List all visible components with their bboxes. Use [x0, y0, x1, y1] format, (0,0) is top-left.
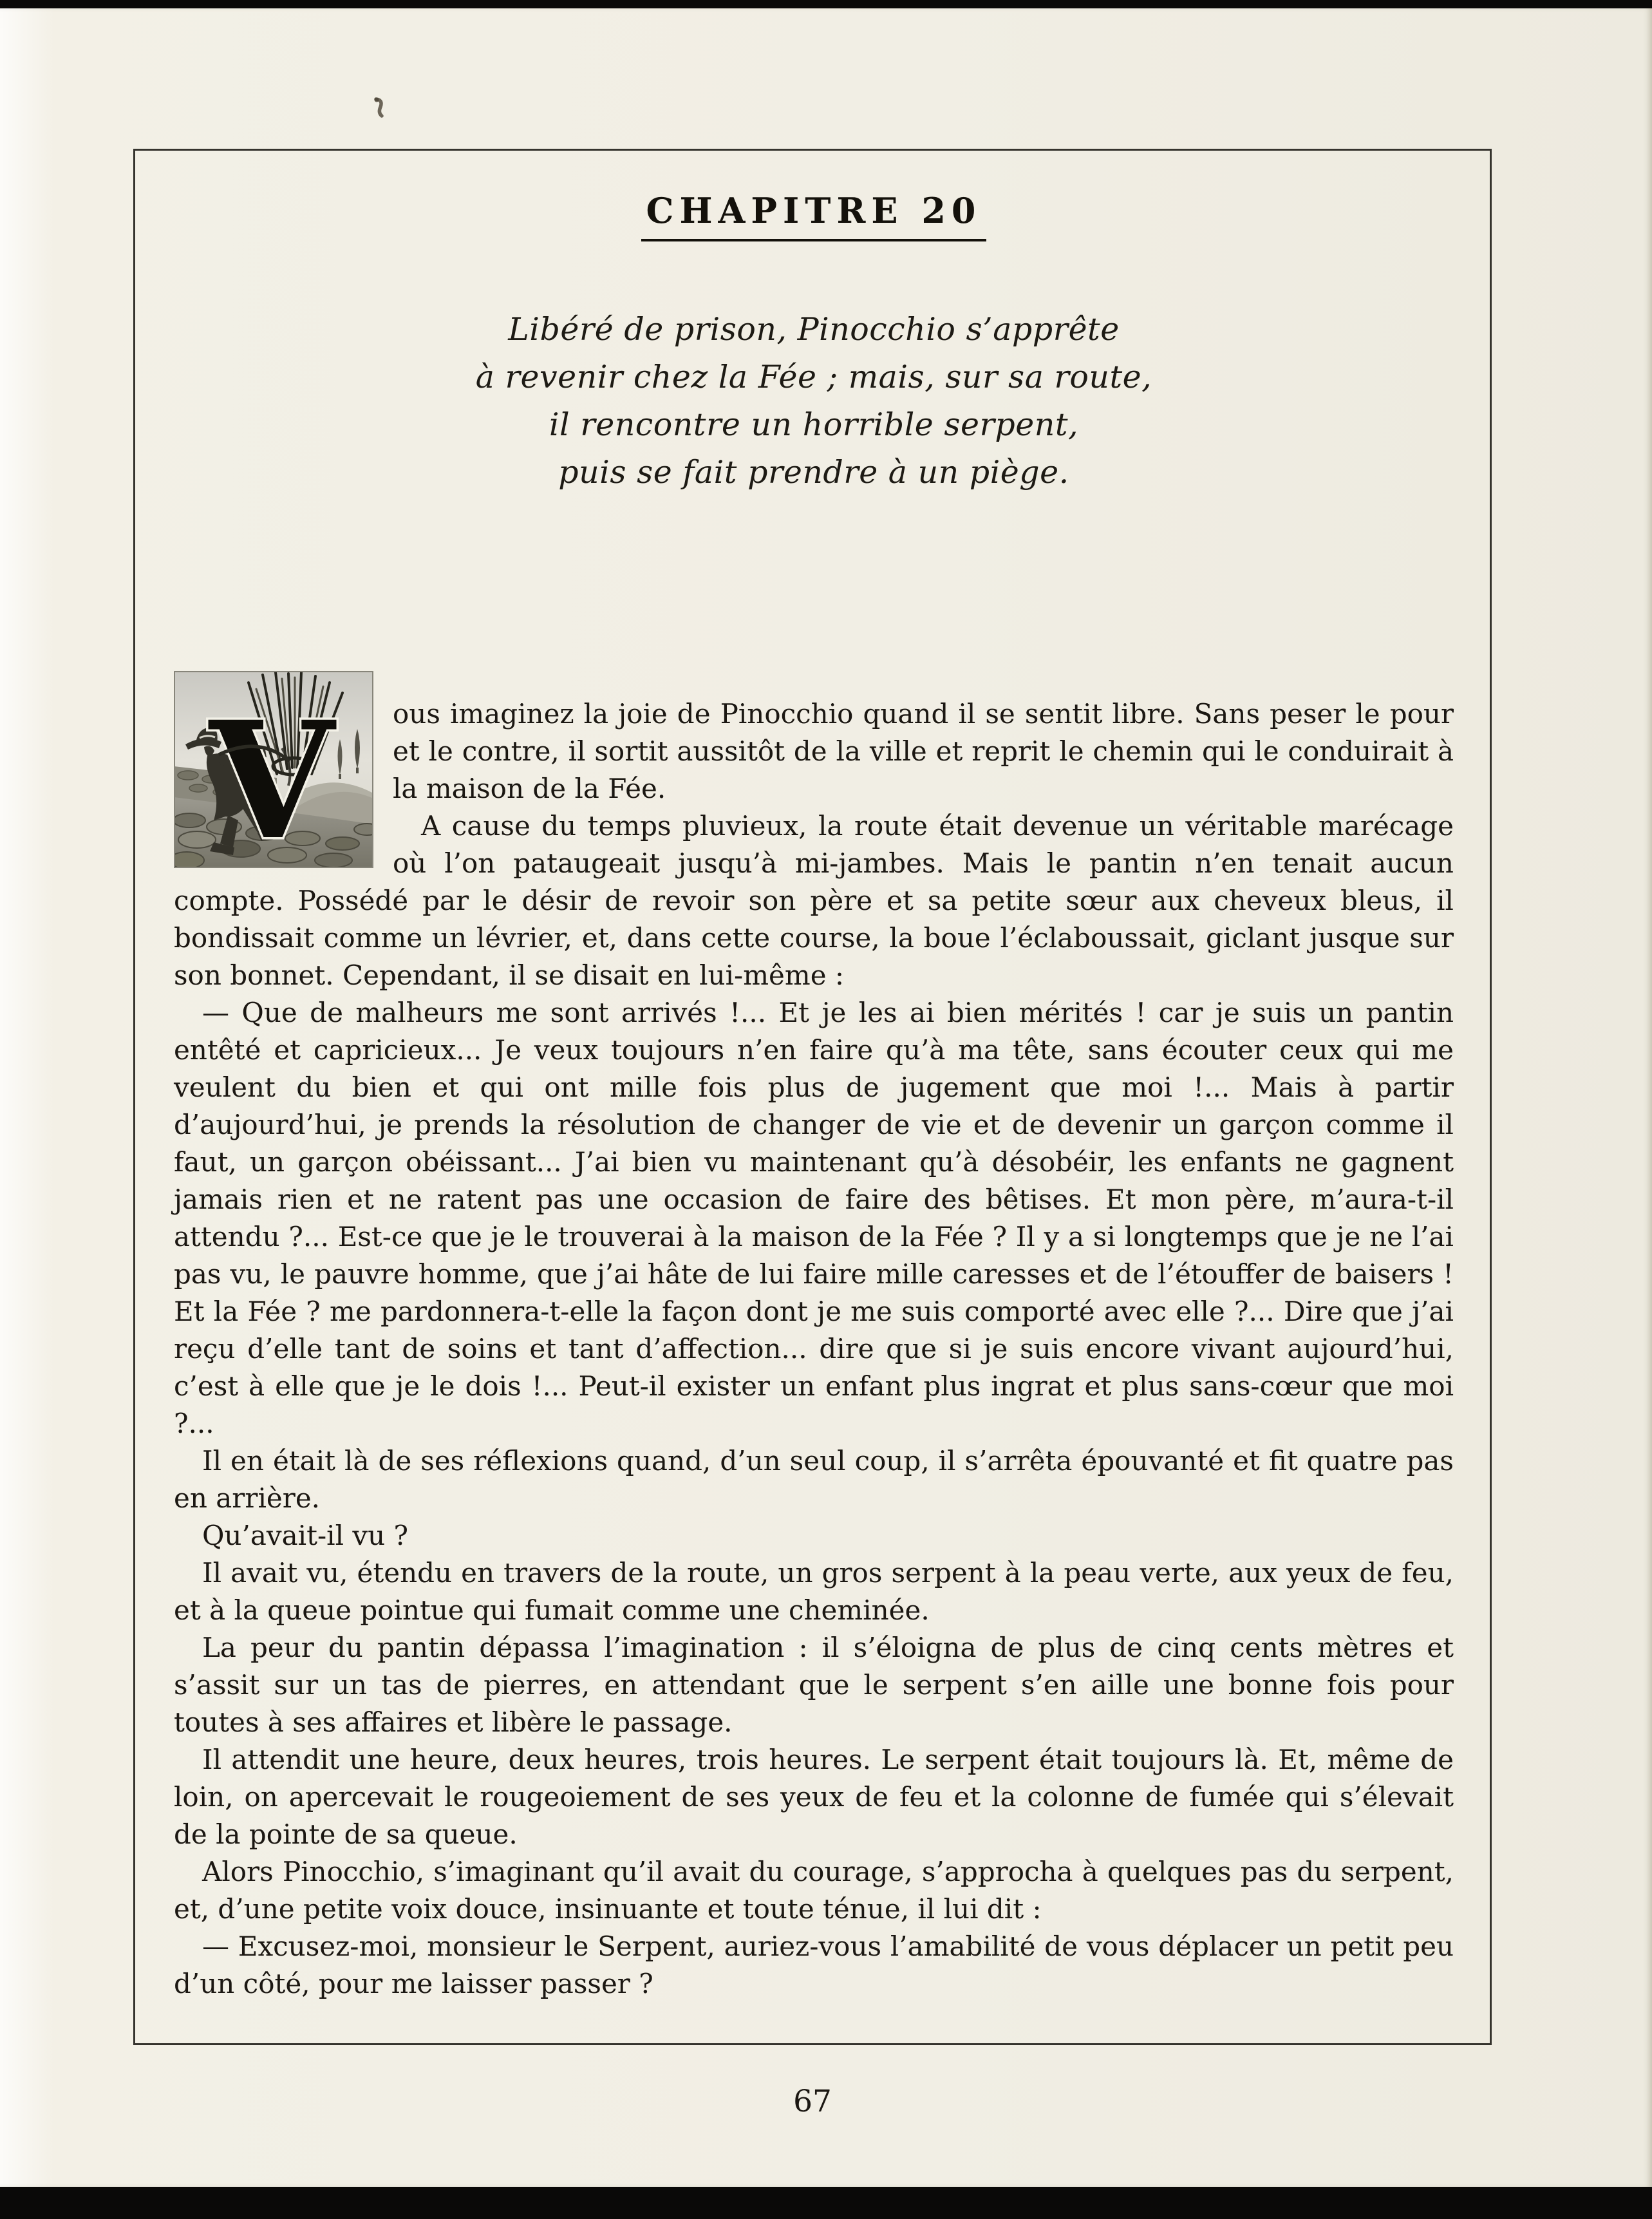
subtitle-line: il rencontre un horrible serpent,	[549, 406, 1079, 444]
page-number: 67	[793, 2084, 832, 2119]
paragraph: Alors Pinocchio, s’imaginant qu’il avait du courage, s’approcha à quelques pas du serpent, et, d’une petite voix douce, insinuante et toute ténue, il lui dit :	[174, 1856, 1454, 1925]
chapter-heading	[174, 191, 1454, 241]
woodcut-vignette	[174, 671, 373, 868]
chapter-title: CHAPITRE 20	[641, 191, 987, 241]
drop-cap-letter: V	[209, 686, 334, 869]
content-frame	[133, 149, 1492, 2045]
paragraph: ous imaginez la joie de Pinocchio quand il se sentit libre. Sans peser le pour et le contre, il sortit aussitôt de la ville et reprit le chemin qui le conduirait à la maison de la Fée.	[393, 698, 1454, 805]
paragraph: Il en était là de ses réflexions quand, d’un seul coup, il s’arrêta épouvanté et fit quatre pas en arrière.	[174, 1445, 1454, 1515]
ink-speck-mark	[370, 97, 388, 121]
body-text	[174, 686, 1454, 2003]
drop-cap-illustration	[174, 671, 373, 868]
paragraph: Qu’avait-il vu ?	[202, 1520, 409, 1552]
subtitle-line: Libéré de prison, Pinocchio s’apprête	[508, 311, 1120, 348]
chapter-subtitle	[174, 306, 1454, 496]
paragraph: — Excusez-moi, monsieur le Serpent, auriez-vous l’amabilité de vous déplacer un petit peu d’un côté, pour me laisser passer ?	[174, 1931, 1454, 2000]
paragraph: La peur du pantin dépassa l’imagination : il s’éloigna de plus de cinq cents mètres et s’assit sur un tas de pierres, en attendant que le serpent s’en aille une bonne fois pour toutes à ses affaires et libère le passage.	[174, 1632, 1454, 1739]
paragraph: Il avait vu, étendu en travers de la route, un gros serpent à la peau verte, aux yeux de feu, et à la queue pointue qui fumait comme une cheminée.	[174, 1557, 1454, 1627]
subtitle-line: à revenir chez la Fée ; mais, sur sa route,	[475, 359, 1152, 396]
paragraph: Il attendit une heure, deux heures, trois heures. Le serpent était toujours là. Et, même de loin, on apercevait le rougeoiement de ses yeux de feu et la colonne de fumée qui s’élevait de la pointe de sa queue.	[174, 1744, 1454, 1851]
paragraph: — Que de malheurs me sont arrivés !... Et je les ai bien mérités ! car je suis un pantin entêté et capricieux... Je veux toujours n’en faire qu’à ma tête, sans écouter ceux qui me veulent du bien et qui ont mille fois plus de jugement que moi !... Mais à partir d’aujourd’hui, je prends la résolution de changer de vie et de devenir un garçon comme il faut, un garçon obéissant... J’ai bien vu maintenant qu’à désobéir, les enfants ne gagnent jamais rien et ne ratent pas une occasion de faire des bêtises. Et mon père, m’aura-t-il attendu ?... Est-ce que je le trouverai à la maison de la Fée ? Il y a si longtemps que je ne l’ai pas vu, le pauvre homme, que j’ai hâte de lui faire mille caresses et de l’étouffer de baisers ! Et la Fée ? me pardonnera-t-elle la façon dont je me suis comporté avec elle ?... Dire que j’ai reçu d’elle tant de soins et tant d’affection... dire que si je suis encore vivant aujourd’hui, c’est à elle que je le dois !... Peut-il exister un enfant plus ingrat et plus sans-cœur que moi ?...	[174, 997, 1454, 1440]
book-page	[0, 8, 1652, 2187]
subtitle-line: puis se fait prendre à un piège.	[558, 454, 1069, 491]
paragraph: A cause du temps pluvieux, la route était devenue un véritable marécage où l’on pataugeait jusqu’à mi-jambes. Mais le pantin n’en tenait aucun compte. Possédé par le désir de revoir son père et sa petite sœur aux cheveux bleus, il bondissait comme un lévrier, et, dans cette course, la boue l’éclaboussait, giclant jusque sur son bonnet. Cependant, il se disait en lui-même :	[174, 810, 1454, 992]
